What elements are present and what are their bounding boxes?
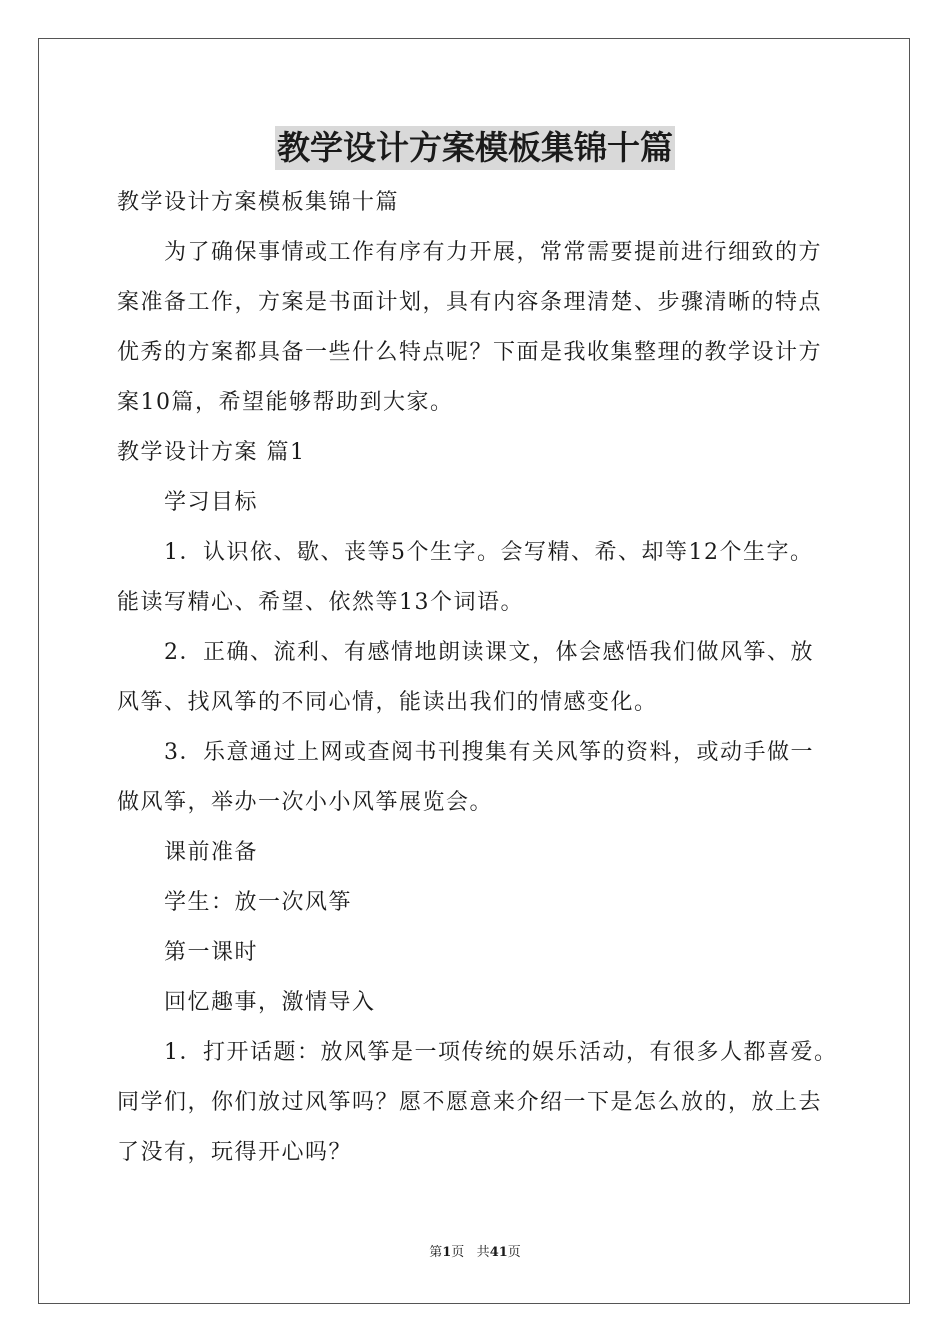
text-line: 学习目标	[164, 490, 259, 515]
footer-page-suffix: 页	[451, 1245, 465, 1260]
text-line: 了没有，玩得开心吗？	[117, 1140, 353, 1165]
document-title: 教学设计方案模板集锦十篇	[275, 126, 675, 170]
title-container	[0, 126, 950, 170]
text-line: 课前准备	[164, 840, 259, 865]
text-line: 1．认识依、歇、丧等5个生字。会写精、希、却等12个生字。	[164, 540, 814, 565]
text-line: 同学们，你们放过风筝吗？愿不愿意来介绍一下是怎么放的，放上去	[117, 1090, 823, 1115]
text-line: 学生：放一次风筝	[164, 890, 353, 915]
footer-page-number: 1	[442, 1245, 452, 1260]
text-line: 案准备工作，方案是书面计划，具有内容条理清楚、步骤清晰的特点	[117, 290, 823, 315]
text-line: 教学设计方案模板集锦十篇	[117, 190, 400, 215]
text-line: 3．乐意通过上网或查阅书刊搜集有关风筝的资料，或动手做一	[164, 740, 814, 765]
page-footer	[0, 1244, 950, 1262]
text-line: 为了确保事情或工作有序有力开展，常常需要提前进行细致的方	[164, 240, 823, 265]
text-line: 案10篇，希望能够帮助到大家。	[117, 390, 454, 415]
text-line: 优秀的方案都具备一些什么特点呢？下面是我收集整理的教学设计方	[117, 340, 823, 365]
footer-page-prefix: 第	[429, 1245, 443, 1260]
footer-total-prefix: 共	[476, 1245, 490, 1260]
text-line: 教学设计方案 篇1	[117, 440, 306, 465]
document-body	[117, 178, 847, 1178]
text-line: 第一课时	[164, 940, 259, 965]
text-line: 能读写精心、希望、依然等13个词语。	[117, 590, 524, 615]
text-line: 风筝、找风筝的不同心情，能读出我们的情感变化。	[117, 690, 658, 715]
text-line: 回忆趣事，激情导入	[164, 990, 376, 1015]
footer-total-pages: 41	[489, 1245, 508, 1260]
text-line: 2．正确、流利、有感情地朗读课文，体会感悟我们做风筝、放	[164, 640, 814, 665]
text-line: 1．打开话题：放风筝是一项传统的娱乐活动，有很多人都喜爱。	[164, 1040, 838, 1065]
text-line: 做风筝，举办一次小小风筝展览会。	[117, 790, 494, 815]
footer-total-suffix: 页	[507, 1245, 521, 1260]
